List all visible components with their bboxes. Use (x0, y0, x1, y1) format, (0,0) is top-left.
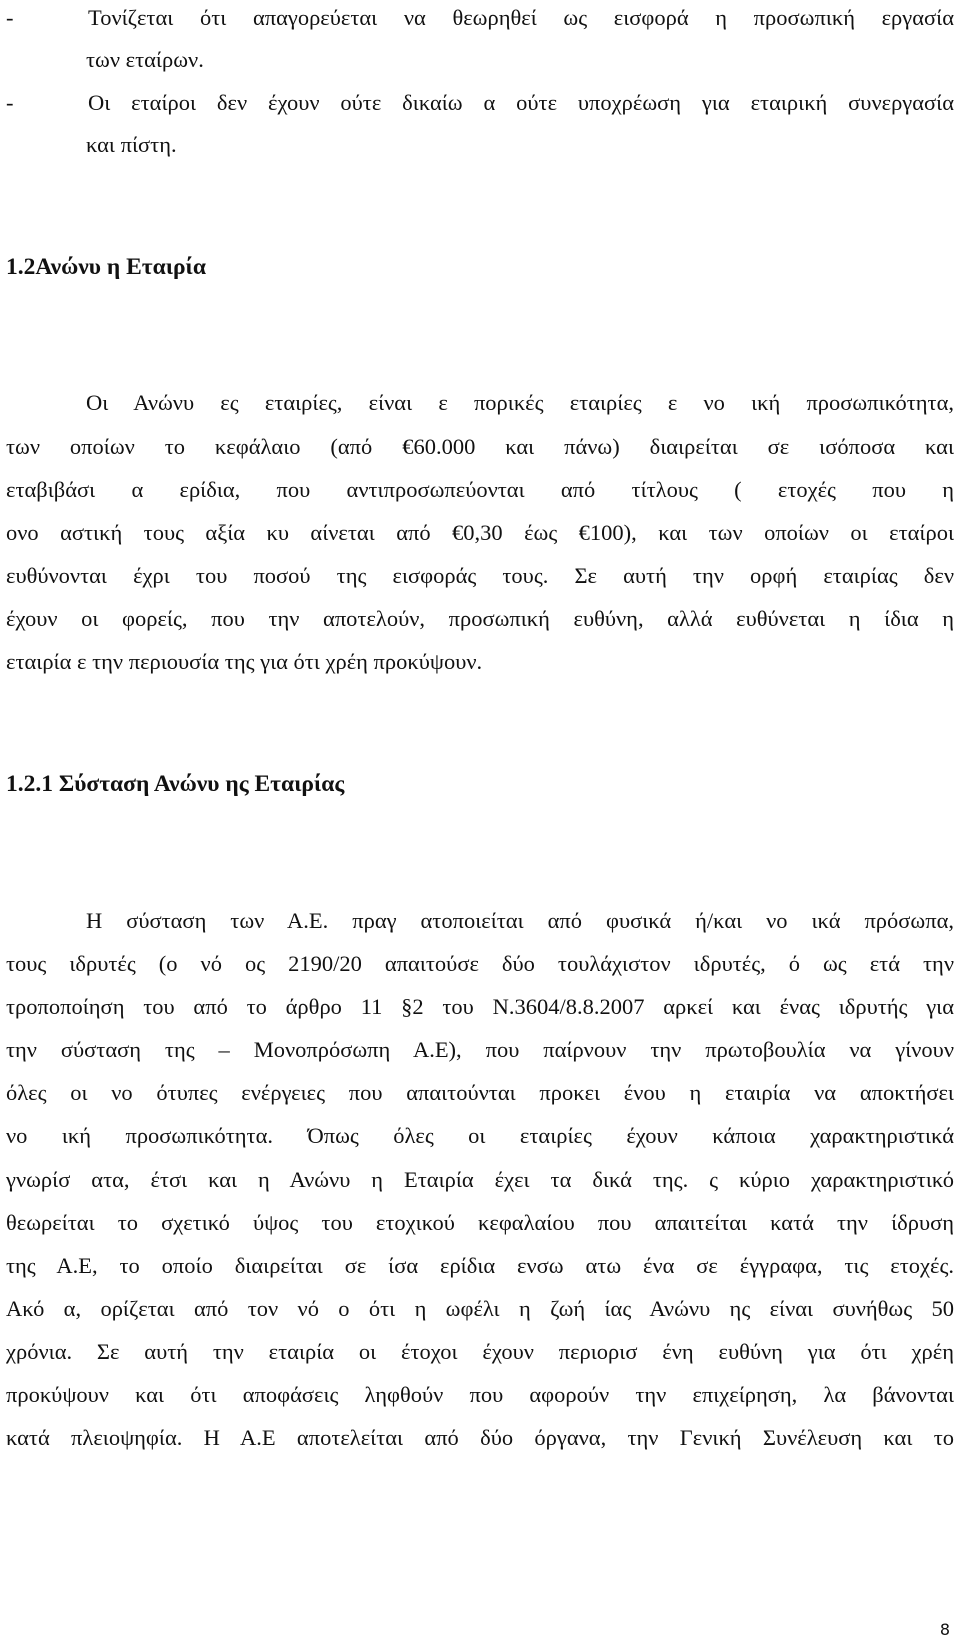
section-heading-1-2-1: 1.2.1 Σύσταση Ανώνυ ης Εταιρίας (6, 771, 345, 797)
paragraph-line: τους ιδρυτές (ο νό ος 2190/20 απαιτούσε δύο τουλάχιστον ιδρυτές, ό ως ετά την (6, 951, 954, 976)
paragraph-line: εταβιβάσι α ερίδια, που αντιπροσωπεύονται από τίτλους ( ετοχές που η (6, 477, 954, 502)
paragraph-line: νο ική προσωπικότητα. Όπως όλες οι εταιρίες έχουν κάποια χαρακτηριστικά (6, 1123, 954, 1148)
paragraph-line: όλες οι νο ότυπες ενέργειες που απαιτούνται προκει ένου η εταιρία να αποκτήσει (6, 1080, 954, 1105)
section-heading-1-2: 1.2Ανώνυ η Εταιρία (6, 254, 206, 280)
bullet-item-2 (6, 89, 954, 117)
paragraph-line: Η σύσταση των Α.Ε. πραγ ατοποιείται από φυσικά ή/και νο ικά πρόσωπα, (86, 908, 954, 933)
paragraph-line: της Α.Ε, το οποίο διαιρείται σε ίσα ερίδια ενσω ατω ένα σε έγγραφα, τις ετοχές. (6, 1253, 954, 1278)
paragraph-line: Οι Ανώνυ ες εταιρίες, είναι ε πορικές εταιρίες ε νο ική προσωπικότητα, (86, 390, 954, 415)
paragraph-line: έχουν οι φορείς, που την αποτελούν, προσωπική ευθύνη, αλλά ευθύνεται η ίδια η (6, 606, 954, 631)
bullet-dash: - (6, 90, 14, 115)
paragraph-line: θεωρείται το σχετικό ύψος του ετοχικού κεφαλαίου που απαιτείται κατά την ίδρυση (6, 1210, 954, 1235)
paragraph-line: των οποίων το κεφάλαιο (από €60.000 και πάνω) διαιρείται σε ισόποσα και (6, 434, 954, 459)
bullet-text: Οι εταίροι δεν έχουν ούτε δικαίω α ούτε υποχρέωση για εταιρική συνεργασία (88, 90, 954, 115)
bullet-text: Τονίζεται ότι απαγορεύεται να θεωρηθεί ως εισφορά η προσωπική εργασία (88, 5, 954, 30)
paragraph-line: προκύψουν και ότι αποφάσεις ληφθούν που αφορούν την επιχείρηση, λα βάνονται (6, 1382, 954, 1407)
paragraph-line: χρόνια. Σε αυτή την εταιρία οι έτοχοι έχουν περιορισ ένη ευθύνη για ότι χρέη (6, 1339, 954, 1364)
bullet-item-1-continuation: των εταίρων. (86, 47, 204, 72)
paragraph-line: εταιρία ε την περιουσία της για ότι χρέη προκύψουν. (6, 649, 483, 674)
bullet-item-2-continuation: και πίστη. (86, 132, 177, 157)
page-number: 8 (939, 1620, 950, 1639)
paragraph-line: γνωρίσ ατα, έτσι και η Ανώνυ η Εταιρία έχει τα δικά της. ς κύριο χαρακτηριστικό (6, 1167, 954, 1192)
paragraph-line: ονο αστική τους αξία κυ αίνεται από €0,30 έως €100), και των οποίων οι εταίροι (6, 520, 954, 545)
paragraph-line: Ακό α, ορίζεται από τον νό ο ότι η ωφέλι η ζωή ίας Ανώνυ ης είναι συνήθως 50 (6, 1296, 954, 1321)
bullet-dash: - (6, 5, 14, 30)
paragraph-line: τροποποίηση του από το άρθρο 11 §2 του Ν.3604/8.8.2007 αρκεί και ένας ιδρυτής για (6, 994, 954, 1019)
paragraph-line: την σύσταση της – Μονοπρόσωπη Α.Ε), που παίρνουν την πρωτοβουλία να γίνουν (6, 1037, 954, 1062)
paragraph-line: κατά πλειοψηφία. Η Α.Ε αποτελείται από δύο όργανα, την Γενική Συνέλευση και το (6, 1425, 954, 1450)
bullet-item-1 (6, 4, 954, 32)
paragraph-line: ευθύνονται έχρι του ποσού της εισφοράς τους. Σε αυτή την ορφή εταιρίας δεν (6, 563, 954, 588)
